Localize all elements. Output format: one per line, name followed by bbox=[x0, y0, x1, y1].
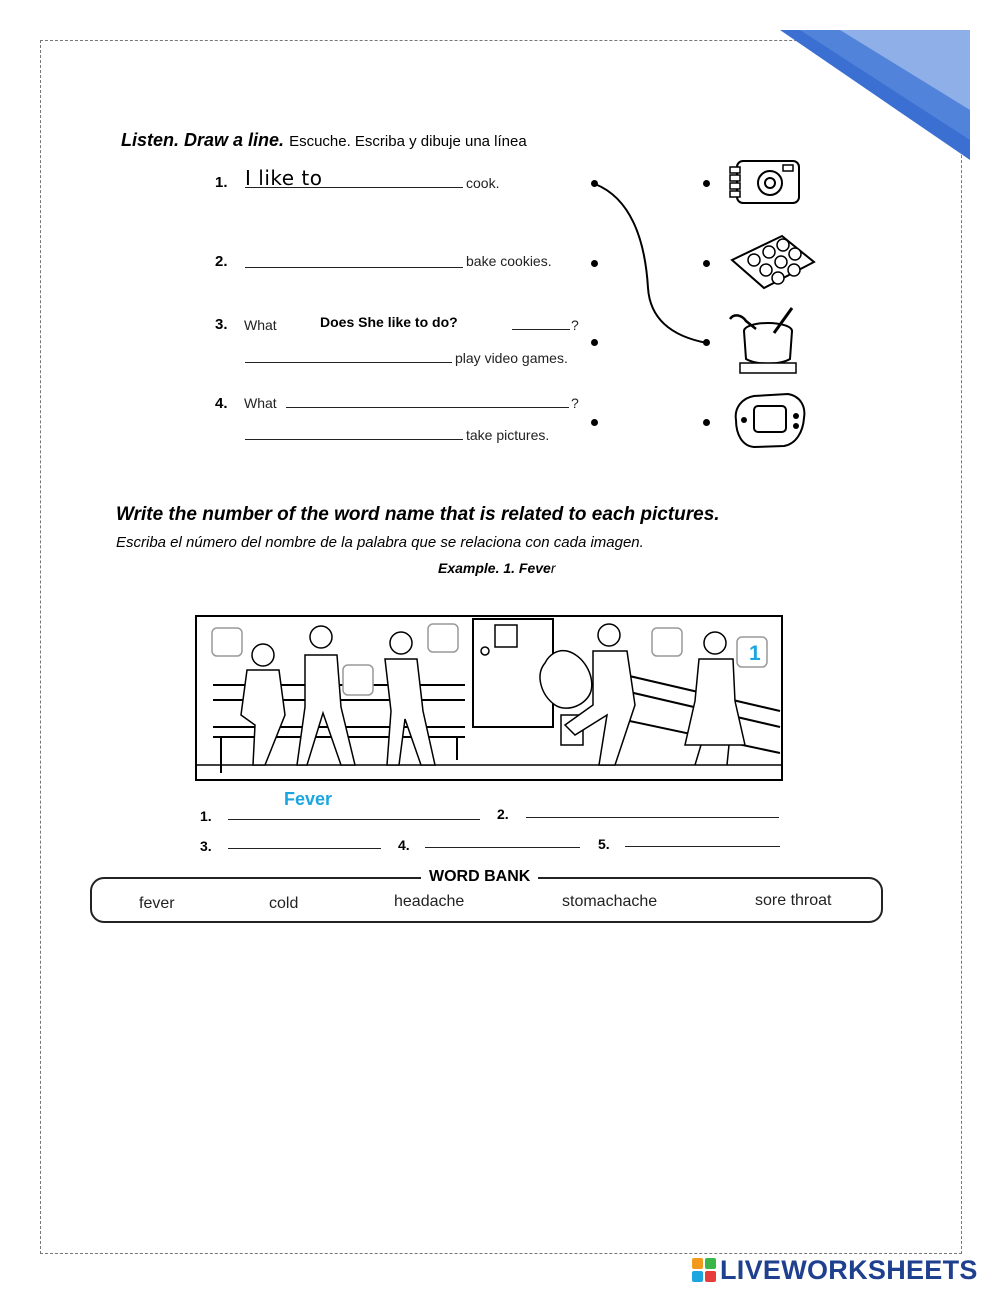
line-number-2: 2. bbox=[497, 806, 509, 822]
item2-blank[interactable] bbox=[245, 250, 463, 268]
line-number-4: 4. bbox=[398, 837, 410, 853]
item3-question-mark: ? bbox=[571, 317, 579, 333]
item4-text: take pictures. bbox=[466, 427, 550, 443]
item2-number: 2. bbox=[215, 253, 228, 270]
item4-blank[interactable] bbox=[245, 424, 463, 440]
item3-question-blank[interactable] bbox=[512, 314, 570, 330]
item2-text: bake cookies. bbox=[466, 253, 552, 269]
corner-decoration bbox=[780, 30, 970, 160]
section2-title: Write the number of the word name that is related to each pictures. bbox=[116, 504, 720, 525]
example-rest: r bbox=[550, 560, 556, 576]
item1-text: cook. bbox=[466, 175, 500, 191]
logo-text: LIVEWORKSHEETS bbox=[720, 1254, 978, 1285]
word-bank-word: stomachache bbox=[562, 893, 658, 910]
cooking-pot-icon bbox=[726, 305, 801, 377]
example-line bbox=[438, 560, 556, 576]
section1-title bbox=[121, 130, 527, 151]
line-number-1: 1. bbox=[200, 808, 212, 824]
liveworksheets-logo bbox=[692, 1254, 978, 1286]
item3-text: play video games. bbox=[455, 350, 568, 366]
item3-number: 3. bbox=[215, 316, 228, 333]
answer-line-1[interactable] bbox=[228, 806, 480, 820]
item4-question-mark: ? bbox=[571, 395, 579, 411]
word-bank-word: cold bbox=[269, 895, 299, 912]
word-bank-word: fever bbox=[139, 895, 175, 912]
line-number-5: 5. bbox=[598, 836, 610, 852]
answer-line-2[interactable] bbox=[526, 804, 779, 818]
section1-title-bold: Listen. Draw a line. bbox=[121, 130, 285, 150]
item1-blank[interactable] bbox=[245, 170, 463, 188]
left-dot-4[interactable] bbox=[591, 419, 598, 426]
cookie-tray-icon bbox=[724, 232, 819, 292]
word-bank-word: sore throat bbox=[755, 892, 832, 909]
answer-line-5[interactable] bbox=[625, 833, 780, 847]
waiting-room-illustration bbox=[195, 615, 783, 781]
line1-answer[interactable]: Fever bbox=[284, 789, 333, 809]
answer-line-3[interactable] bbox=[228, 835, 381, 849]
item4-question-blank[interactable] bbox=[286, 392, 569, 408]
drawn-connection-line bbox=[590, 178, 715, 348]
video-game-icon bbox=[730, 390, 810, 452]
section1-title-sub: Escuche. Escriba y dibuje una línea bbox=[289, 133, 527, 150]
item4-number: 4. bbox=[215, 395, 228, 412]
scene-answer-box-5[interactable]: 1 bbox=[749, 642, 761, 665]
word-bank-word: headache bbox=[394, 893, 465, 910]
item3-blank[interactable] bbox=[245, 347, 452, 363]
word-bank-title: WORD BANK bbox=[421, 868, 538, 886]
item1-number: 1. bbox=[215, 174, 228, 191]
item3-answer[interactable]: Does She like to do? bbox=[320, 314, 458, 330]
camera-icon bbox=[727, 153, 803, 208]
item3-prefix: What bbox=[244, 317, 277, 333]
item1-handwritten-answer: I like to bbox=[245, 166, 323, 190]
section2-subtitle: Escriba el número del nombre de la palabra que se relaciona con cada imagen. bbox=[116, 534, 644, 551]
line-number-3: 3. bbox=[200, 838, 212, 854]
example-bold: Example. 1. Feve bbox=[438, 560, 551, 576]
right-dot-4[interactable] bbox=[703, 419, 710, 426]
logo-grid-icon bbox=[692, 1258, 716, 1282]
item4-prefix: What bbox=[244, 395, 277, 411]
answer-line-4[interactable] bbox=[425, 834, 580, 848]
